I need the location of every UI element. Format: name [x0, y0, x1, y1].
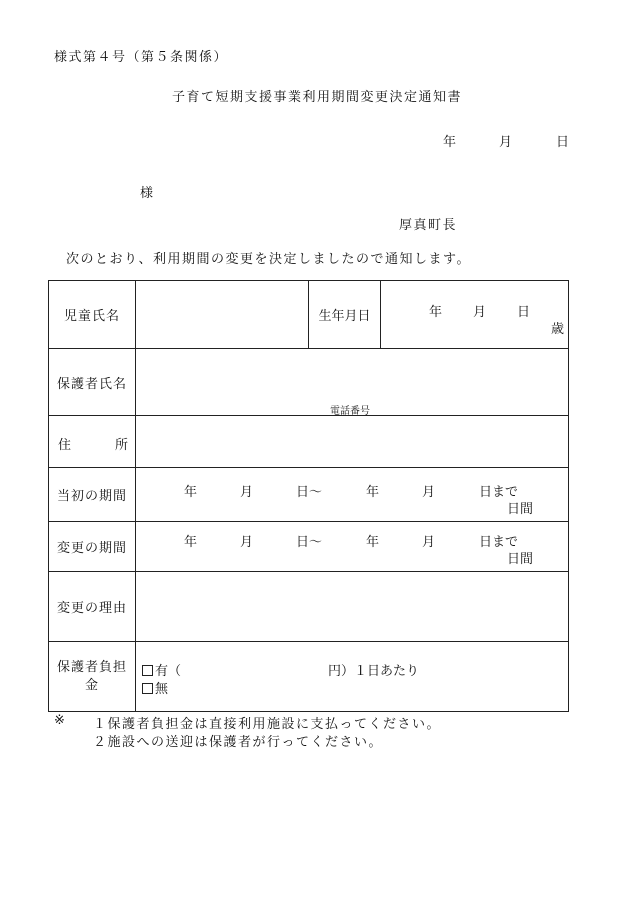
initial-to-year: 年 — [366, 485, 380, 500]
document-title: 子育て短期支援事業利用期間変更決定通知書 — [172, 90, 463, 105]
fee-label-line2: 金 — [84, 677, 99, 693]
fee-no-checkbox[interactable] — [142, 683, 153, 694]
address-field[interactable] — [136, 416, 569, 468]
fee-label — [49, 642, 136, 712]
note-1: １保護者負担金は直接利用施設に支払ってください。 — [93, 717, 442, 732]
initial-period-label: 当初の期間 — [49, 468, 136, 522]
changed-from-day: 日～ — [296, 535, 323, 550]
guardian-name-label: 保護者氏名 — [49, 349, 136, 416]
changed-from-year: 年 — [184, 535, 198, 550]
table-row-initial-period — [49, 468, 569, 522]
table-row-changed-period — [49, 522, 569, 572]
table-row-fee — [49, 642, 569, 712]
child-name-label: 児童氏名 — [49, 281, 136, 349]
initial-from-year: 年 — [184, 485, 198, 500]
fee-label-line1: 保護者負担 — [56, 659, 127, 675]
initial-period-field[interactable] — [136, 468, 569, 522]
reason-label: 変更の理由 — [49, 572, 136, 642]
reason-field[interactable] — [136, 572, 569, 642]
changed-period-label: 変更の期間 — [49, 522, 136, 572]
table-row-reason — [49, 572, 569, 642]
guardian-name-field[interactable] — [136, 349, 569, 416]
addressee-honorific: 様 — [140, 186, 154, 201]
initial-to-day: 日まで — [479, 485, 519, 500]
birth-day-label: 日 — [517, 305, 531, 320]
child-name-field[interactable] — [136, 281, 309, 349]
fee-no-label: 無 — [155, 682, 169, 697]
changed-to-year: 年 — [366, 535, 380, 550]
intro-text: 次のとおり、利用期間の変更を決定しましたので通知します。 — [66, 252, 471, 267]
address-label — [49, 416, 136, 468]
fee-no-option[interactable] — [142, 678, 168, 697]
initial-from-day: 日～ — [296, 485, 323, 500]
note-2: ２施設への送迎は保護者が行ってください。 — [93, 735, 384, 750]
fee-yes-checkbox[interactable] — [142, 665, 153, 676]
changed-to-month: 月 — [422, 535, 436, 550]
changed-to-day: 日まで — [479, 535, 519, 550]
phone-label: 電話番号 — [330, 406, 370, 417]
form-number: 様式第４号（第５条関係） — [54, 50, 229, 65]
table-row-child — [49, 281, 569, 349]
table-row-guardian — [49, 349, 569, 416]
table-row-address — [49, 416, 569, 468]
form-table — [48, 280, 569, 712]
birth-month-label: 月 — [473, 305, 487, 320]
address-label-char2: 所 — [115, 438, 129, 453]
initial-from-month: 月 — [240, 485, 254, 500]
changed-period-field[interactable] — [136, 522, 569, 572]
address-label-char1: 住 — [58, 438, 72, 453]
date-day-label: 日 — [556, 135, 570, 150]
birthdate-field[interactable] — [381, 281, 569, 349]
sender-name: 厚真町長 — [399, 218, 458, 233]
note-mark: ※ — [54, 713, 65, 728]
fee-yes-label: 有（ — [155, 664, 182, 679]
fee-field — [136, 642, 569, 712]
initial-to-month: 月 — [422, 485, 436, 500]
changed-days: 日間 — [507, 552, 534, 567]
birth-year-label: 年 — [429, 305, 443, 320]
date-month-label: 月 — [499, 135, 513, 150]
age-unit-label: 歳 — [551, 322, 565, 337]
fee-yes-option[interactable] — [142, 660, 181, 679]
changed-from-month: 月 — [240, 535, 254, 550]
initial-days: 日間 — [507, 502, 534, 517]
birthdate-label: 生年月日 — [309, 281, 381, 349]
fee-amount-unit: 円）１日あたり — [328, 664, 420, 679]
date-year-label: 年 — [443, 135, 457, 150]
